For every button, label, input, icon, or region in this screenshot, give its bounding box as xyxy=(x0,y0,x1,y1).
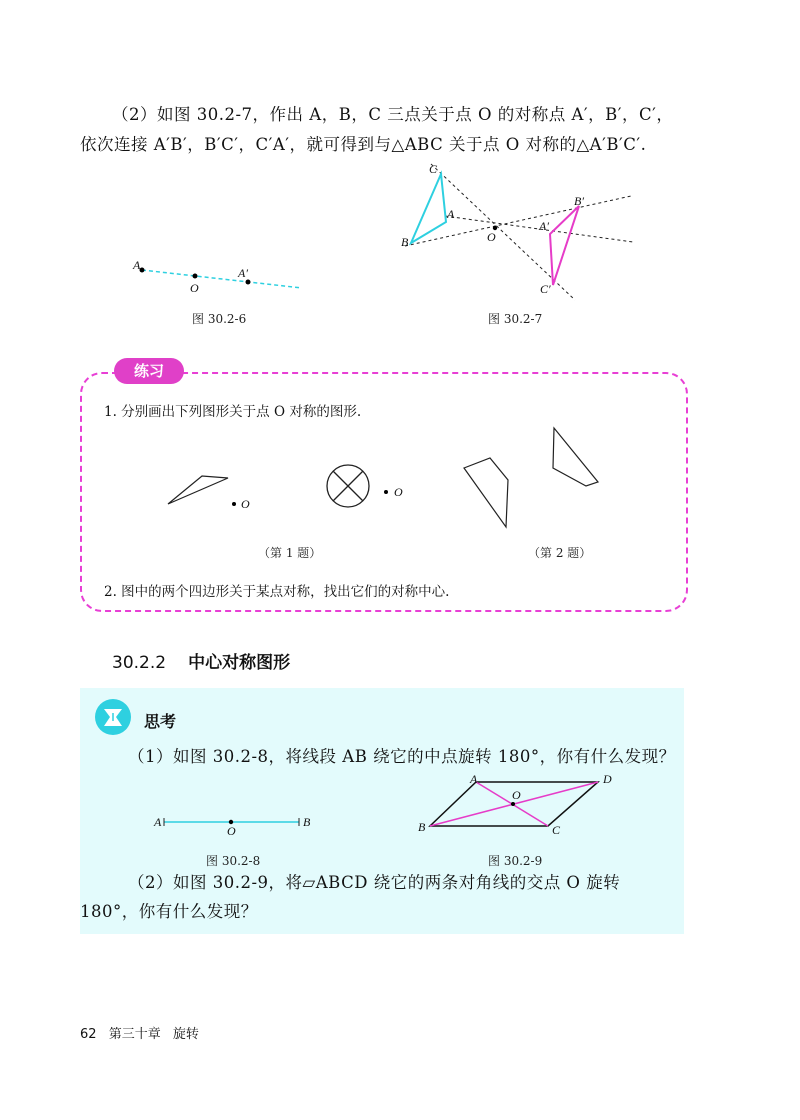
exercise-figures xyxy=(160,420,620,535)
fig-7-label-b-prime: B′ xyxy=(574,194,584,208)
think-label: 思考 xyxy=(144,712,177,731)
page-number: 62 xyxy=(80,1027,97,1042)
exercise-2-quadrilateral-2 xyxy=(553,428,598,486)
think-question-2-line-2: 180°，你有什么发现？ xyxy=(80,902,258,921)
fig-6-label-a: A xyxy=(133,258,141,272)
triangle-a-prime-b-prime-c-prime xyxy=(550,206,579,285)
fig-6-label-a-prime: A′ xyxy=(238,266,248,280)
section-number: 30.2.2 xyxy=(112,653,167,673)
exercise-item-2: 2. 图中的两个四边形关于某点对称，找出它们的对称中心. xyxy=(104,584,450,600)
fig-8-label-o: O xyxy=(227,824,236,838)
exercise-2-quadrilateral-1 xyxy=(464,458,508,527)
figure-30-2-9 xyxy=(418,770,618,840)
fig-7-label-a: A xyxy=(447,207,455,221)
exercise-tag: 练习 xyxy=(114,358,184,384)
chapter-label: 第三十章 xyxy=(108,1027,161,1042)
exercise-caption-1: （第 1 题） xyxy=(258,546,322,560)
fig-8-label-b: B xyxy=(303,815,311,829)
page-footer xyxy=(80,1023,199,1042)
fig-30-2-9-caption: 图 30.2-9 xyxy=(488,854,543,868)
think-icon xyxy=(93,697,133,737)
exercise-label-o-1: O xyxy=(241,497,250,511)
dashed-line-b-b-prime xyxy=(405,196,631,246)
fig-7-label-b: B xyxy=(401,235,409,249)
fig-9-label-c: C xyxy=(552,823,561,837)
exercise-label-o-2: O xyxy=(394,485,403,499)
fig-30-2-7-caption: 图 30.2-7 xyxy=(488,312,543,326)
exercise-1-point-o-1 xyxy=(232,502,236,506)
fig-7-label-c: C xyxy=(429,162,438,176)
figure-30-2-7 xyxy=(395,160,645,305)
fig-9-label-o: O xyxy=(512,788,521,802)
fig-7-label-a-prime: A′ xyxy=(539,219,549,233)
fig-30-2-6-caption: 图 30.2-6 xyxy=(192,312,247,326)
triangle-abc xyxy=(411,174,446,243)
exercise-1-point-o-2 xyxy=(384,490,388,494)
exercise-caption-2: （第 2 题） xyxy=(528,546,592,560)
think-question-2-line-1: （2）如图 30.2-9，将▱ABCD 绕它的两条对角线的交点 O 旋转 xyxy=(128,873,621,892)
section-heading xyxy=(112,648,290,673)
chapter-title: 旋转 xyxy=(172,1027,199,1042)
fig-9-label-d: D xyxy=(603,772,612,786)
think-question-1: （1）如图 30.2-8，将线段 AB 绕它的中点旋转 180°，你有什么发现？ xyxy=(128,747,676,766)
paragraph-line-2: 依次连接 A′B′，B′C′，C′A′，就可得到与△ABC 关于点 O 对称的△A′B′C′. xyxy=(80,135,647,154)
fig-7-label-c-prime: C′ xyxy=(540,282,551,296)
fig-7-label-o: O xyxy=(487,230,496,244)
fig-6-label-o: O xyxy=(190,281,199,295)
point-o xyxy=(193,274,198,279)
figure-30-2-6 xyxy=(120,250,320,300)
exercise-item-1: 1. 分别画出下列图形关于点 O 对称的图形. xyxy=(104,404,362,420)
fig-8-label-a: A xyxy=(154,815,162,829)
paragraph-line-1: （2）如图 30.2-7，作出 A，B，C 三点关于点 O 的对称点 A′，B′，C′， xyxy=(112,105,674,124)
segment-a-a-prime xyxy=(142,270,302,288)
exercise-1-triangle xyxy=(168,476,228,504)
fig-9-label-b: B xyxy=(418,820,426,834)
fig-30-2-8-caption: 图 30.2-8 xyxy=(206,854,261,868)
fig-9-label-a: A xyxy=(470,772,478,786)
section-title: 中心对称图形 xyxy=(188,653,291,673)
